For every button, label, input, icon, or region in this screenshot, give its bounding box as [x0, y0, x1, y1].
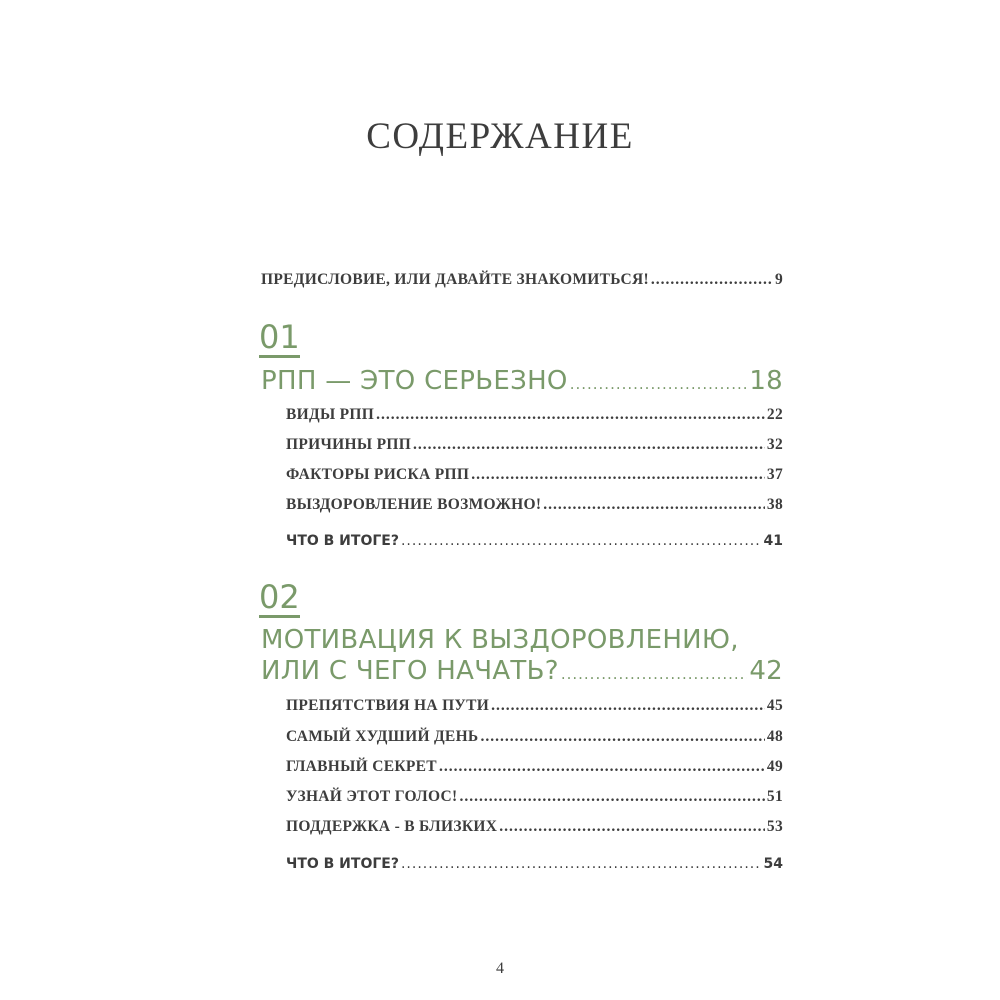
toc-chapter-heading[interactable]: [261, 366, 783, 396]
toc-entry-page: 45: [766, 697, 783, 714]
toc-entry-page: 48: [766, 728, 783, 745]
leader-dots: [439, 758, 765, 776]
leader-dots: [480, 728, 764, 746]
toc-entry-label: ПРЕПЯТСТВИЯ НА ПУТИ: [286, 697, 490, 714]
toc-entry[interactable]: [286, 697, 783, 715]
toc-entry-label: ПРИЧИНЫ РПП: [286, 436, 412, 453]
leader-dots: [471, 466, 765, 484]
toc-entry[interactable]: [286, 436, 783, 454]
leader-dots: [413, 436, 765, 454]
toc-entry-preface[interactable]: [261, 271, 783, 289]
leader-dots: [651, 271, 773, 289]
toc-entry-summary[interactable]: [286, 533, 783, 549]
toc-entry-page: 49: [766, 758, 783, 775]
toc-entry-label: РПП — ЭТО СЕРЬЕЗНО: [261, 366, 568, 396]
toc-entry-page: 54: [763, 856, 783, 872]
leader-dots: [491, 697, 765, 715]
toc-entry-page: 38: [766, 496, 783, 513]
toc-entry-label: ВЫЗДОРОВЛЕНИЕ ВОЗМОЖНО!: [286, 496, 542, 513]
toc-entry-page: 9: [774, 271, 783, 288]
page-title: СОДЕРЖАНИЕ: [366, 116, 634, 157]
toc-entry-page: 53: [766, 818, 783, 835]
toc-entry-page: 42: [749, 656, 783, 686]
toc-chapter-heading-line1[interactable]: МОТИВАЦИЯ К ВЫЗДОРОВЛЕНИЮ,: [261, 625, 739, 655]
toc-entry-label: ВИДЫ РПП: [286, 406, 375, 423]
toc-chapter-heading[interactable]: [261, 656, 783, 686]
toc-entry-summary[interactable]: [286, 856, 783, 872]
leader-dots: [561, 665, 747, 683]
toc-entry[interactable]: [286, 758, 783, 776]
leader-dots: [401, 856, 762, 872]
leader-dots: [459, 788, 764, 806]
toc-entry[interactable]: [286, 788, 783, 806]
toc-entry-label: УЗНАЙ ЭТОТ ГОЛОС!: [286, 788, 458, 805]
toc-entry-label: САМЫЙ ХУДШИЙ ДЕНЬ: [286, 728, 479, 745]
leader-dots: [401, 533, 762, 549]
toc-entry[interactable]: [286, 818, 783, 836]
toc-entry-label: ПРЕДИСЛОВИЕ, ИЛИ ДАВАЙТЕ ЗНАКОМИТЬСЯ!: [261, 271, 649, 288]
section-number: 02: [259, 578, 300, 616]
section-number: 01: [259, 318, 300, 356]
toc-entry[interactable]: [286, 728, 783, 746]
toc-entry-page: 22: [766, 406, 783, 423]
toc-entry-page: 18: [749, 366, 783, 396]
toc-entry-page: 37: [766, 466, 783, 483]
toc-entry[interactable]: [286, 406, 783, 424]
leader-dots: [499, 818, 765, 836]
toc-entry-label: ГЛАВНЫЙ СЕКРЕТ: [286, 758, 437, 775]
toc-entry[interactable]: [286, 496, 783, 514]
toc-entry-label: ЧТО В ИТОГЕ?: [286, 533, 399, 549]
toc-entry-page: 51: [766, 788, 783, 805]
toc-entry-label: ИЛИ С ЧЕГО НАЧАТЬ?: [261, 656, 559, 686]
page-number: 4: [496, 960, 504, 977]
toc-entry-label: ФАКТОРЫ РИСКА РПП: [286, 466, 470, 483]
leader-dots: [376, 406, 765, 424]
toc-entry-label: ПОДДЕРЖКА - В БЛИЗКИХ: [286, 818, 498, 835]
toc-entry-page: 32: [766, 436, 783, 453]
toc-entry[interactable]: [286, 466, 783, 484]
toc-entry-label: ЧТО В ИТОГЕ?: [286, 856, 399, 872]
toc-entry-page: 41: [763, 533, 783, 549]
leader-dots: [543, 496, 765, 514]
leader-dots: [570, 375, 748, 393]
